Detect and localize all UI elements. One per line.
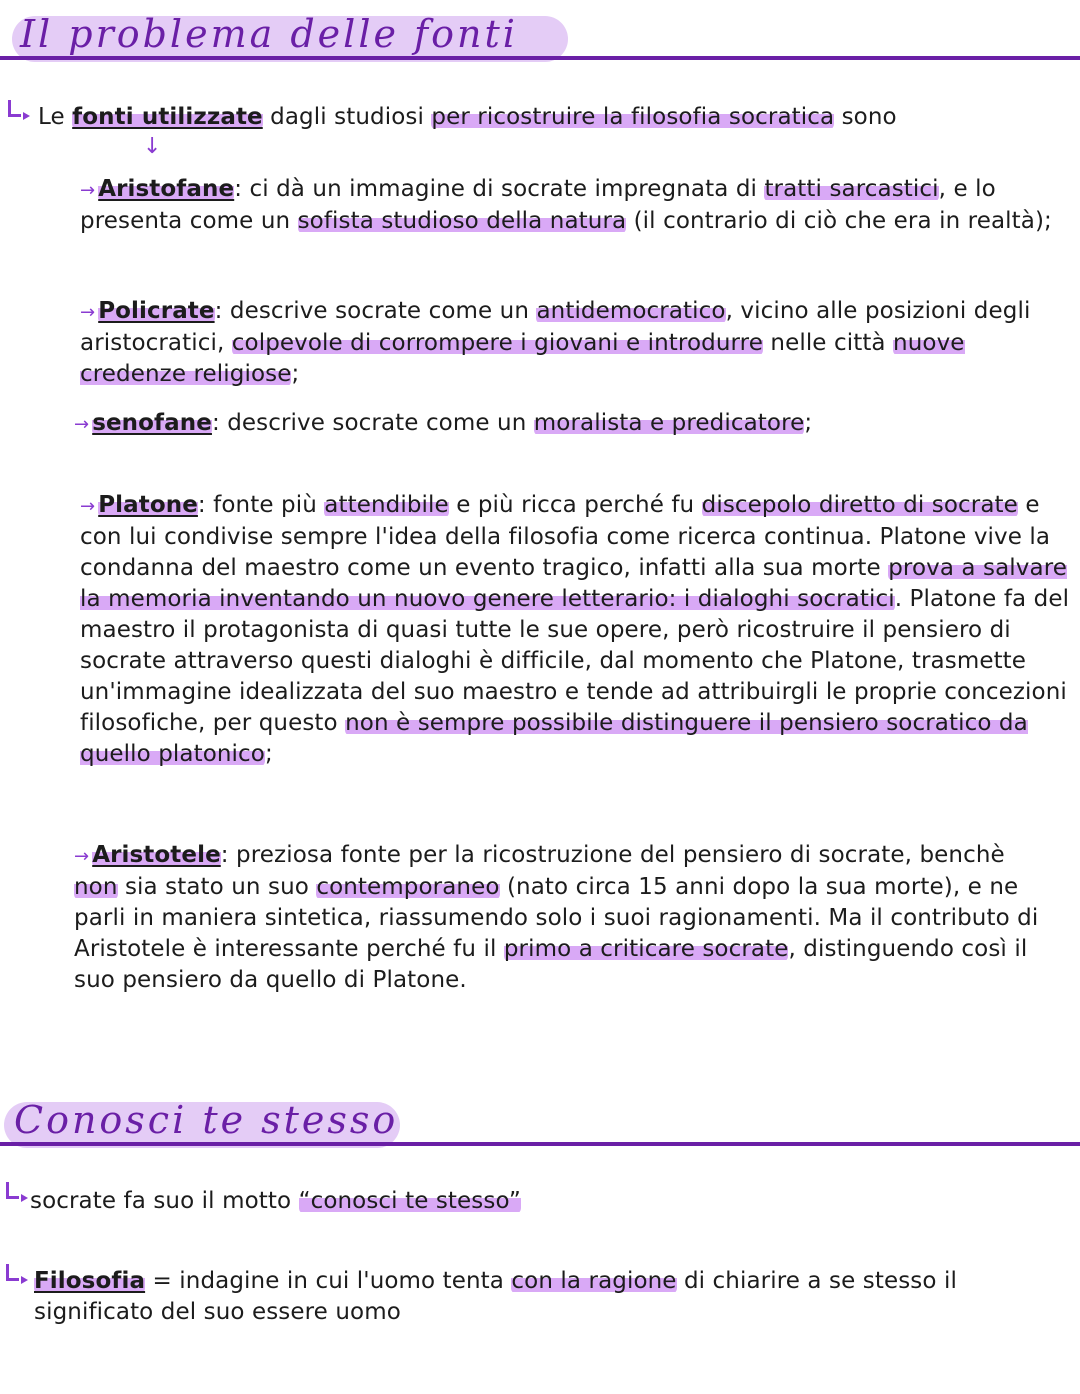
text-segment: sia stato un suo xyxy=(117,874,317,900)
item-body xyxy=(80,176,1052,234)
highlighted-text: antidemocratico xyxy=(536,298,726,324)
text-segment: : descrive socrate come un xyxy=(211,410,534,436)
highlighted-text: Aristofane xyxy=(98,176,235,202)
source-item-senofane xyxy=(74,408,1064,440)
source-item-platone xyxy=(80,490,1070,770)
highlighted-text: senofane xyxy=(92,410,212,436)
highlighted-text: discepolo diretto di socrate xyxy=(701,492,1018,518)
text-segment: : fonte più xyxy=(197,492,325,518)
section-heading-fonti xyxy=(0,12,1080,66)
text-segment: . Platone fa del maestro il protagonista di quasi tutte le sue opere, però ricostruire il pensiero di socrate attraverso questi dialoghi è difficile, dal momento che Platone, trasmette un'immagine idealizzata del suo maestro e tende ad attribuirgli le proprie concezioni filosofiche, per questo xyxy=(80,586,1070,736)
arrow-icon: → xyxy=(80,302,96,323)
highlighted-text: non xyxy=(74,874,118,900)
intro-text: Le fonti utilizzate dagli studiosi per ricostruire la filosofia socratica sono xyxy=(38,104,897,130)
highlighted-text: contemporaneo xyxy=(316,874,500,900)
highlighted-text: nuove credenze religiose xyxy=(80,330,965,387)
source-item-aristotele xyxy=(74,840,1044,996)
text-segment: : ci dà un immagine di socrate impregnata di xyxy=(234,176,765,202)
highlighted-text: Platone xyxy=(98,492,198,518)
item-body xyxy=(80,492,1069,767)
text-segment: ; xyxy=(291,361,300,387)
arrow-icon: → xyxy=(80,496,96,517)
item-body xyxy=(74,842,1038,993)
highlight-fonti-utilizzate: fonti utilizzate xyxy=(72,104,263,130)
section-title: Il problema delle fonti xyxy=(20,12,518,56)
highlight-filosofia: Filosofia xyxy=(34,1268,146,1294)
text-segment: : descrive socrate come un xyxy=(214,298,537,324)
highlighted-text: primo a criticare socrate xyxy=(503,936,789,962)
text-segment: e più ricca perché fu xyxy=(448,492,702,518)
highlighted-text: colpevole di corrompere i giovani e introdurre xyxy=(231,330,763,356)
text-segment: : preziosa fonte per la ricostruzione del pensiero di socrate, benchè xyxy=(220,842,1005,868)
highlighted-text: Policrate xyxy=(98,298,215,324)
text-segment: (nato circa 15 anni dopo la sua morte), e ne parli in maniera sintetica, riassumendo solo i suoi ragionamenti. Ma il contributo di Aristotele è interessante perché fu il xyxy=(74,874,1039,962)
highlight-motto: “conosci te stesso” xyxy=(298,1188,521,1214)
item-body xyxy=(92,410,812,436)
highlighted-text: Aristotele xyxy=(92,842,221,868)
item-body xyxy=(80,298,1030,387)
text-segment: e con lui condivise sempre l'idea della filosofia come ricerca continua. Platone vive la condanna del maestro come un evento tragico, infatti alla sua morte xyxy=(80,492,1051,581)
elbow-arrow-icon xyxy=(6,1264,19,1281)
source-item-policrate xyxy=(80,296,1070,390)
section-heading-conosci xyxy=(0,1098,1080,1152)
text-segment: , vicino alle posizioni degli aristocratici, xyxy=(80,298,1031,356)
highlighted-text: tratti sarcastici xyxy=(764,176,939,202)
text-segment: ; xyxy=(264,741,273,767)
highlight-ragione: con la ragione xyxy=(511,1268,677,1294)
arrow-icon: → xyxy=(74,414,90,435)
title-underline xyxy=(0,1142,1080,1146)
arrow-icon: → xyxy=(80,180,96,201)
text-segment: , distinguendo così il suo pensiero da quello di Platone. xyxy=(74,936,1028,993)
highlighted-text: prova a salvare la memoria inventando un nuovo genere letterario: i dialoghi socratici xyxy=(80,555,1068,612)
down-arrow-icon: ↓ xyxy=(143,134,162,159)
source-item-aristofane xyxy=(80,174,1060,237)
text-segment: (il contrario di ciò che era in realtà); xyxy=(626,208,1052,234)
highlighted-text: non è sempre possibile distinguere il pensiero socratico da quello platonico xyxy=(80,710,1028,767)
text-segment: ; xyxy=(804,410,813,436)
section-title: Conosci te stesso xyxy=(14,1098,399,1142)
highlighted-text: sofista studioso della natura xyxy=(297,208,627,234)
title-underline xyxy=(0,56,1080,60)
highlighted-text: attendibile xyxy=(324,492,449,518)
motto-text: socrate fa suo il motto “conosci te stesso” xyxy=(30,1188,521,1214)
filosofia-definition: Filosofia = indagine in cui l'uomo tenta con la ragione di chiarire a se stesso il significato del suo essere uomo xyxy=(34,1268,957,1325)
highlighted-text: moralista e predicatore xyxy=(533,410,805,436)
arrow-icon: → xyxy=(74,846,90,867)
elbow-arrow-icon xyxy=(6,1182,19,1199)
elbow-arrow-icon xyxy=(8,100,21,117)
text-segment: , e lo presenta come un xyxy=(80,176,996,234)
text-segment: nelle città xyxy=(762,330,894,356)
highlight-ricostruire: per ricostruire la filosofia socratica xyxy=(431,104,835,130)
